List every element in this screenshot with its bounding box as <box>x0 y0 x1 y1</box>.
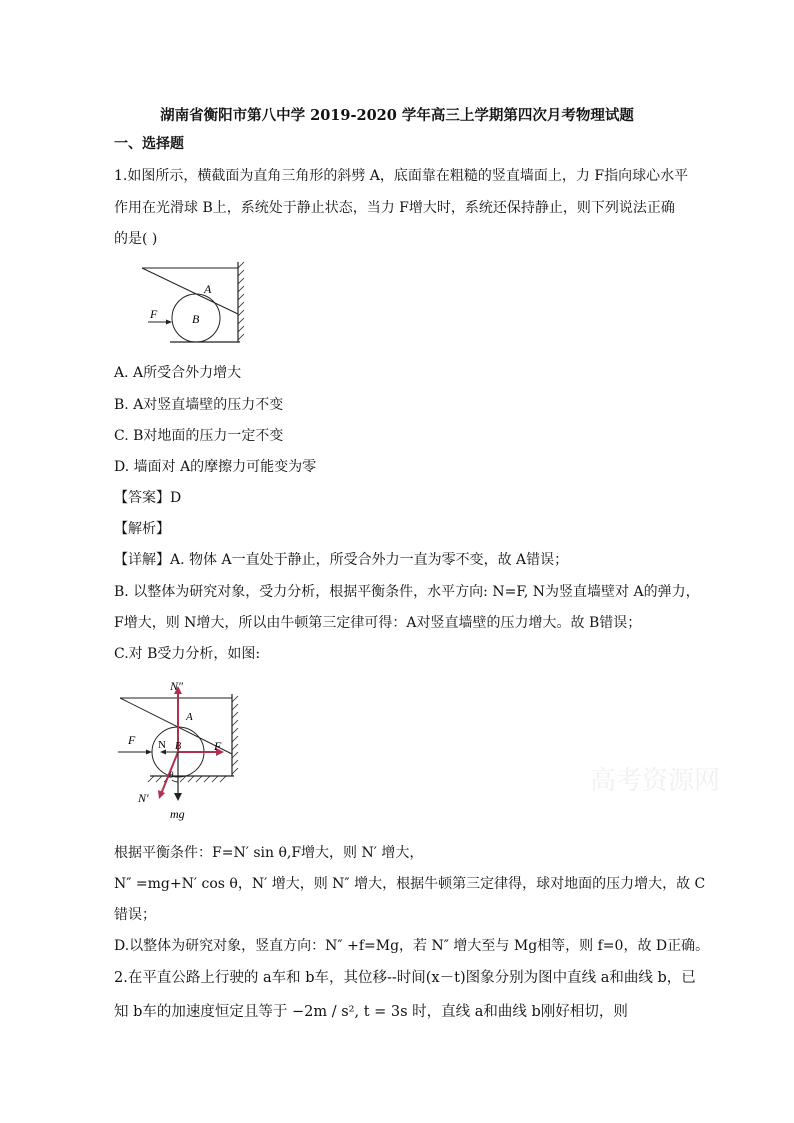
page-title: 湖南省衡阳市第八中学 2019-2020 学年高三上学期第四次月考物理试题 <box>160 107 634 124</box>
q1-equation-2: N″ =mg+N′ cos θ，N′ 增大，则 N″ 增大，根据牛顿第三定律得，球对地面的压力增大，故 C <box>114 876 706 892</box>
fig1-label-f: F <box>150 307 158 321</box>
q1-d-explanation: D.以整体为研究对象，竖直方向：N″ +f=Mg，若 N″ 增大至与 Mg相等，则 f=0，故 D正确。 <box>114 938 710 954</box>
section-heading: 一、选择题 <box>114 136 184 152</box>
q1-detail-2: B. 以整体为研究对象，受力分析，根据平衡条件，水平方向: N=F, N为竖直墙壁对 A的弹力， <box>114 584 700 600</box>
fig2-label-a: A <box>186 711 193 723</box>
fig2-label-n-double-prime: N″ <box>170 679 184 693</box>
q1-option-a: A. A所受合外力增大 <box>114 365 242 381</box>
q1-option-d: D. 墙面对 A的摩擦力可能变为零 <box>114 459 317 475</box>
q1-answer: 【答案】D <box>114 490 182 506</box>
fig1-label-a: A <box>204 282 212 296</box>
q1-analysis-heading: 【解析】 <box>114 521 170 537</box>
q1-text-line-2: 作用在光滑球 B上，系统处于静止状态，当力 F增大时，系统还保持静止，则下列说法正确 <box>114 200 675 216</box>
q1-text-line-1: 1.如图所示，横截面为直角三角形的斜劈 A，底面靠在粗糙的竖直墙面上，力 F指向球心水平 <box>114 168 689 184</box>
fig2-label-b: B <box>175 741 182 752</box>
fig2-label-n: N <box>158 739 166 751</box>
watermark: 高考资源网 <box>590 766 721 796</box>
q1-option-c: C. B对地面的压力一定不变 <box>114 428 284 444</box>
q2-text-line-1: 2.在平直公路上行驶的 a车和 b车，其位移--时间(x－t)图象分别为图中直线 a和曲线 b，已 <box>114 970 696 986</box>
q1-equation-3: 错误； <box>114 907 156 923</box>
q2-text-line-2: 知 b车的加速度恒定且等于 −2m / s², t = 3s 时，直线 a和曲线 b刚好相切，则 <box>114 1004 628 1020</box>
q1-equation-1: 根据平衡条件：F=N′ sin θ,F增大，则 N′ 增大， <box>114 845 424 861</box>
fig2-label-n-prime: N′ <box>138 791 149 805</box>
q1-text-line-3: 的是( ) <box>114 231 158 247</box>
fig2-label-f-right: F <box>214 739 222 753</box>
figure-force-analysis <box>114 676 244 824</box>
q1-detail-4: C.对 B受力分析，如图: <box>114 646 261 662</box>
fig2-label-theta: θ <box>169 770 174 780</box>
q1-option-b: B. A对竖直墙壁的压力不变 <box>114 397 284 413</box>
fig2-label-f-left: F <box>128 733 136 747</box>
fig2-label-mg: mg <box>170 807 185 821</box>
q1-detail-1: 【详解】A. 物体 A一直处于静止，所受合外力一直为零不变，故 A错误； <box>114 552 569 568</box>
fig1-label-b: B <box>192 312 200 326</box>
figure-wedge-ball <box>140 258 250 348</box>
q1-detail-3: F增大，则 N增大，所以由牛顿第三定律可得：A对竖直墙壁的压力增大。故 B错误； <box>114 615 642 631</box>
